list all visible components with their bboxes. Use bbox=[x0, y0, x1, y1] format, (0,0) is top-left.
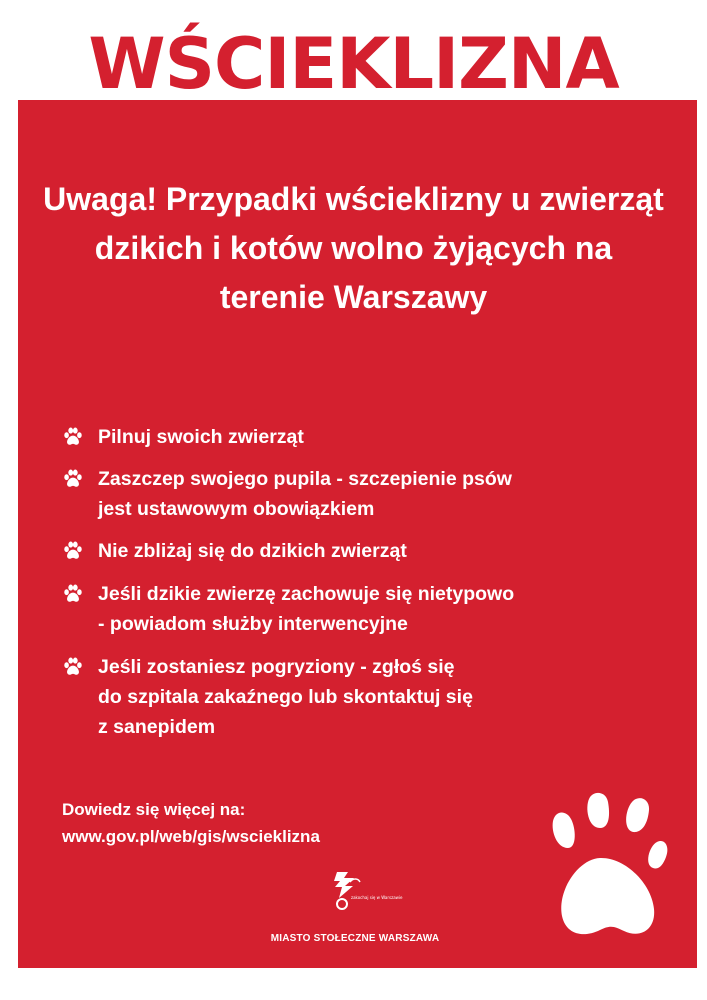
paw-icon bbox=[62, 426, 84, 448]
paw-icon bbox=[538, 790, 668, 940]
advice-text: Pilnuj swoich zwierząt bbox=[98, 426, 304, 448]
advice-item bbox=[60, 652, 660, 742]
paw-icon bbox=[62, 468, 84, 490]
poster-title: WŚCIEKLIZNA bbox=[88, 23, 619, 105]
more-info-link[interactable]: www.gov.pl/web/gis/wscieklizna bbox=[62, 827, 320, 846]
more-info-label: Dowiedz się więcej na: bbox=[62, 800, 246, 819]
advice-text: Nie zbliżaj się do dzikich zwierząt bbox=[98, 540, 407, 562]
advice-item bbox=[60, 422, 660, 452]
advice-item bbox=[60, 579, 660, 639]
paw-icon bbox=[62, 656, 84, 678]
advice-text: Jeśli dzikie zwierzę zachowuje się nietypowo - powiadom służby interwencyjne bbox=[98, 583, 515, 635]
more-info bbox=[62, 796, 320, 850]
advice-item bbox=[60, 536, 660, 566]
headline: Uwaga! Przypadki wścieklizny u zwierząt dzikich i kotów wolno żyjących na terenie Warszawy bbox=[43, 181, 664, 315]
warsaw-siren-logo bbox=[328, 868, 403, 912]
paw-icon bbox=[62, 540, 84, 562]
city-name: MIASTO STOŁECZNE WARSZAWA bbox=[270, 933, 440, 944]
advice-text: Jeśli zostaniesz pogryziony - zgłoś się do szpitala zakaźnego lub skontaktuj się z sanepidem bbox=[98, 656, 473, 738]
logo-text: zakochaj się w Warszawie bbox=[351, 895, 403, 900]
advice-list bbox=[60, 422, 660, 742]
advice-text: Zaszczep swojego pupila - szczepienie psów jest ustawowym obowiązkiem bbox=[98, 468, 512, 520]
paw-icon bbox=[62, 583, 84, 605]
advice-item bbox=[60, 464, 660, 524]
